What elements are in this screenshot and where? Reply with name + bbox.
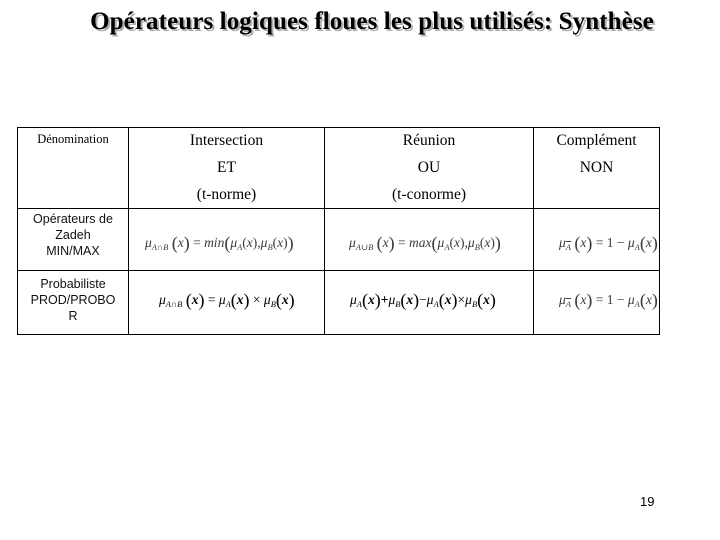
- slide-title: Opérateurs logiques floues les plus utilisés: Synthèse: [90, 8, 654, 35]
- header-line: NON: [579, 159, 614, 176]
- row-label-line: Probabiliste: [40, 277, 106, 291]
- row-label-zadeh: [20, 211, 126, 259]
- row-divider: [18, 270, 659, 271]
- column-header-intersection: [129, 127, 324, 208]
- formula-zadeh-union: $\mu_{A\cup B}$ $(x) = \max(\mu_A(x),\mu_B(x))$: [349, 233, 501, 253]
- header-line: Intersection: [189, 132, 264, 149]
- row-label-line: PROD/PROBO: [30, 293, 116, 307]
- header-line: (t-conorme): [391, 186, 467, 203]
- row-divider: [18, 208, 659, 209]
- formula-prob-union: $\mu_A(x)+\mu_B(x)-\mu_A(x)\times\mu_B(x)$: [350, 290, 496, 310]
- column-header-complement: [534, 127, 659, 181]
- page-number: 19: [640, 494, 655, 509]
- column-header-union: [325, 127, 533, 208]
- header-line: OU: [417, 159, 441, 176]
- row-label-line: R: [68, 309, 78, 323]
- formula-prob-intersection: $\mu_{A\cap B}$ $(x) = \mu_A(x) \times \mu_B(x)$: [159, 290, 295, 310]
- operators-table: [17, 127, 660, 335]
- formula-prob-complement: $\mu_{\overline{A}}$ $(x) = 1 - \mu_A(x)$: [559, 290, 658, 310]
- corner-header-text: Dénomination: [37, 132, 109, 146]
- row-label-line: MIN/MAX: [46, 244, 100, 258]
- formula-zadeh-intersection: $\mu_{A\cap B}$ $(x) = \min(\mu_A(x),\mu_B(x))$: [145, 233, 294, 253]
- corner-header: [20, 131, 126, 147]
- header-line: (t-norme): [196, 186, 257, 203]
- formula-zadeh-complement: $\mu_{\overline{A}}$ $(x) = 1 - \mu_A(x)$: [559, 233, 658, 253]
- header-line: Complément: [556, 132, 637, 149]
- header-line: ET: [217, 159, 236, 176]
- row-label-line: Zadeh: [55, 228, 91, 242]
- row-label-line: Opérateurs de: [33, 212, 113, 226]
- header-line: Réunion: [402, 132, 456, 149]
- row-label-probabilistic: [20, 276, 126, 324]
